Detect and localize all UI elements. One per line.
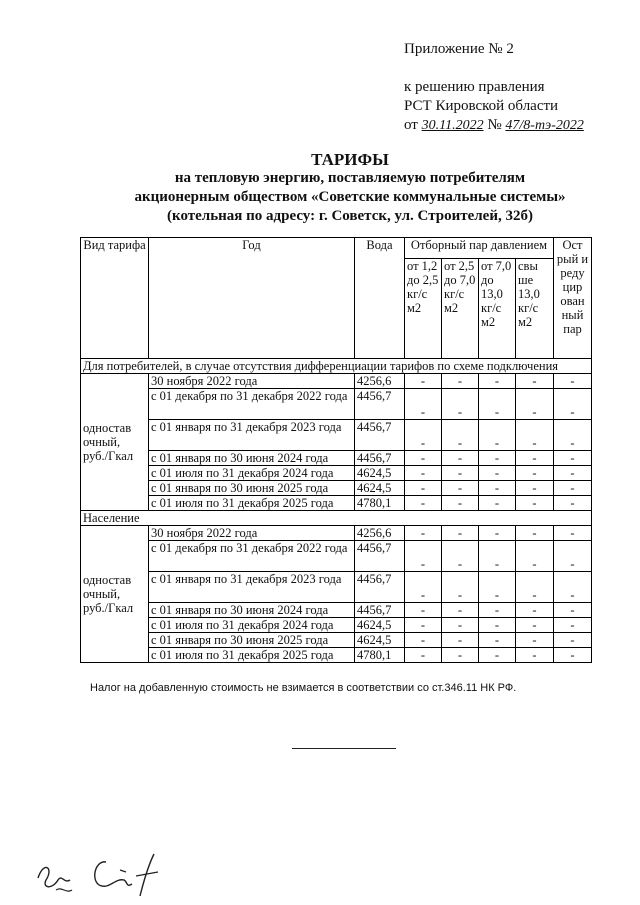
steam-sharp-cell: - [554, 603, 592, 618]
handwritten-number: 47/8-тэ-2022 [505, 118, 584, 133]
steam-sharp-cell: - [554, 389, 592, 420]
header-row-1 [81, 238, 592, 259]
steam-p1-cell: - [405, 526, 442, 541]
steam-p2-cell: - [442, 618, 479, 633]
steam-sharp-cell: - [554, 633, 592, 648]
steam-p4-cell: - [516, 648, 554, 663]
steam-p3-cell: - [479, 648, 516, 663]
steam-p2-cell: - [442, 572, 479, 603]
header-pressure-1: от 1,2 до 2,5 кг/с м2 [405, 259, 442, 359]
steam-p4-cell: - [516, 481, 554, 496]
section-title: Население [81, 511, 592, 526]
steam-p4-cell: - [516, 541, 554, 572]
period-cell: с 01 июля по 31 декабря 2024 года [149, 466, 355, 481]
water-cell: 4256,6 [355, 374, 405, 389]
steam-p3-cell: - [479, 374, 516, 389]
steam-p3-cell: - [479, 481, 516, 496]
period-cell: с 01 июля по 31 декабря 2025 года [149, 496, 355, 511]
tariff-table [80, 237, 592, 663]
water-cell: 4456,7 [355, 451, 405, 466]
steam-p1-cell: - [405, 648, 442, 663]
water-cell: 4624,5 [355, 618, 405, 633]
steam-p4-cell: - [516, 618, 554, 633]
header-steam-group: Отборный пар давлением [405, 238, 554, 259]
divider-line [292, 748, 396, 749]
steam-p1-cell: - [405, 496, 442, 511]
tariff-kind-cell: одностав очный, руб./Гкал [81, 374, 149, 511]
header-year: Год [149, 238, 355, 359]
steam-p1-cell: - [405, 541, 442, 572]
section-title: Для потребителей, в случае отсутствия дифференциации тарифов по схеме подключения [81, 359, 592, 374]
water-cell: 4624,5 [355, 481, 405, 496]
steam-p2-cell: - [442, 603, 479, 618]
steam-sharp-cell: - [554, 466, 592, 481]
water-cell: 4456,7 [355, 420, 405, 451]
decision-line-1: к решению правления [404, 79, 545, 95]
period-cell: с 01 декабря по 31 декабря 2022 года [149, 541, 355, 572]
water-cell: 4456,7 [355, 603, 405, 618]
steam-p4-cell: - [516, 389, 554, 420]
steam-p3-cell: - [479, 466, 516, 481]
water-cell: 4456,7 [355, 572, 405, 603]
steam-p2-cell: - [442, 451, 479, 466]
water-cell: 4624,5 [355, 633, 405, 648]
title-line-3: (котельная по адресу: г. Советск, ул. Строителей, 32б) [167, 208, 533, 224]
header-pressure-3: от 7,0 до 13,0 кг/с м2 [479, 259, 516, 359]
steam-p2-cell: - [442, 496, 479, 511]
steam-p4-cell: - [516, 496, 554, 511]
steam-sharp-cell: - [554, 541, 592, 572]
steam-p1-cell: - [405, 420, 442, 451]
title-line-1: на тепловую энергию, поставляемую потребителям [174, 170, 526, 186]
steam-p1-cell: - [405, 481, 442, 496]
header-water: Вода [355, 238, 405, 359]
header-sharp-steam: Ост рый и реду цир ован ный пар [554, 238, 592, 359]
period-cell: с 01 июля по 31 декабря 2025 года [149, 648, 355, 663]
header-kind: Вид тарифа [81, 238, 149, 359]
steam-sharp-cell: - [554, 526, 592, 541]
steam-p3-cell: - [479, 633, 516, 648]
steam-p2-cell: - [442, 481, 479, 496]
handwritten-date: 30.11.2022 [421, 118, 484, 133]
steam-p2-cell: - [442, 541, 479, 572]
steam-sharp-cell: - [554, 481, 592, 496]
steam-p1-cell: - [405, 603, 442, 618]
steam-p4-cell: - [516, 374, 554, 389]
steam-p2-cell: - [442, 389, 479, 420]
steam-sharp-cell: - [554, 496, 592, 511]
decision-date-line [404, 116, 584, 135]
water-cell: 4624,5 [355, 466, 405, 481]
steam-sharp-cell: - [554, 648, 592, 663]
decision-line-2: РСТ Кировской области [404, 98, 559, 114]
table-row [81, 603, 592, 618]
header-pressure-4: свы ше 13,0 кг/с м2 [516, 259, 554, 359]
number-prefix: № [487, 117, 502, 133]
document-title [60, 150, 640, 226]
steam-p4-cell: - [516, 526, 554, 541]
period-cell: с 01 декабря по 31 декабря 2022 года [149, 389, 355, 420]
table-row [81, 572, 592, 603]
header-pressure-2: от 2,5 до 7,0 кг/с м2 [442, 259, 479, 359]
table-row [81, 374, 592, 389]
steam-sharp-cell: - [554, 374, 592, 389]
tariff-table-body [81, 238, 592, 663]
date-prefix: от [404, 117, 418, 133]
steam-sharp-cell: - [554, 572, 592, 603]
table-row [81, 496, 592, 511]
steam-p1-cell: - [405, 374, 442, 389]
steam-sharp-cell: - [554, 451, 592, 466]
water-cell: 4780,1 [355, 648, 405, 663]
steam-p1-cell: - [405, 451, 442, 466]
steam-p2-cell: - [442, 633, 479, 648]
steam-p3-cell: - [479, 451, 516, 466]
tariff-kind-cell: одностав очный, руб./Гкал [81, 526, 149, 663]
period-cell: с 01 января по 31 декабря 2023 года [149, 572, 355, 603]
period-cell: 30 ноября 2022 года [149, 374, 355, 389]
steam-p1-cell: - [405, 572, 442, 603]
steam-p4-cell: - [516, 466, 554, 481]
period-cell: с 01 января по 31 декабря 2023 года [149, 420, 355, 451]
steam-sharp-cell: - [554, 420, 592, 451]
table-row [81, 466, 592, 481]
table-row [81, 633, 592, 648]
steam-p2-cell: - [442, 374, 479, 389]
steam-p3-cell: - [479, 618, 516, 633]
appendix-label: Приложение № 2 [404, 41, 514, 57]
steam-p4-cell: - [516, 420, 554, 451]
section-title-row [81, 359, 592, 374]
steam-p3-cell: - [479, 526, 516, 541]
water-cell: 4780,1 [355, 496, 405, 511]
period-cell: 30 ноября 2022 года [149, 526, 355, 541]
period-cell: с 01 января по 30 июня 2025 года [149, 633, 355, 648]
water-cell: 4456,7 [355, 541, 405, 572]
steam-p4-cell: - [516, 633, 554, 648]
steam-p3-cell: - [479, 572, 516, 603]
steam-p2-cell: - [442, 420, 479, 451]
steam-p4-cell: - [516, 572, 554, 603]
table-row [81, 648, 592, 663]
signature-icon [36, 850, 166, 900]
title-main: ТАРИФЫ [311, 150, 389, 169]
steam-p1-cell: - [405, 389, 442, 420]
steam-p1-cell: - [405, 633, 442, 648]
period-cell: с 01 января по 30 июня 2024 года [149, 603, 355, 618]
water-cell: 4256,6 [355, 526, 405, 541]
table-row [81, 618, 592, 633]
table-row [81, 389, 592, 420]
steam-p1-cell: - [405, 466, 442, 481]
steam-p4-cell: - [516, 451, 554, 466]
steam-p3-cell: - [479, 389, 516, 420]
steam-p3-cell: - [479, 603, 516, 618]
steam-p4-cell: - [516, 603, 554, 618]
steam-p2-cell: - [442, 526, 479, 541]
table-row [81, 526, 592, 541]
steam-p3-cell: - [479, 420, 516, 451]
steam-p2-cell: - [442, 648, 479, 663]
steam-p3-cell: - [479, 541, 516, 572]
water-cell: 4456,7 [355, 389, 405, 420]
period-cell: с 01 июля по 31 декабря 2024 года [149, 618, 355, 633]
section-title-row [81, 511, 592, 526]
table-row [81, 451, 592, 466]
steam-p1-cell: - [405, 618, 442, 633]
title-line-2: акционерным обществом «Советские коммунальные системы» [134, 189, 566, 205]
period-cell: с 01 января по 30 июня 2025 года [149, 481, 355, 496]
table-row [81, 541, 592, 572]
steam-sharp-cell: - [554, 618, 592, 633]
table-row [81, 481, 592, 496]
steam-p2-cell: - [442, 466, 479, 481]
period-cell: с 01 января по 30 июня 2024 года [149, 451, 355, 466]
vat-note: Налог на добавленную стоимость не взимается в соответствии со ст.346.11 НК РФ. [90, 682, 517, 694]
steam-p3-cell: - [479, 496, 516, 511]
table-row [81, 420, 592, 451]
